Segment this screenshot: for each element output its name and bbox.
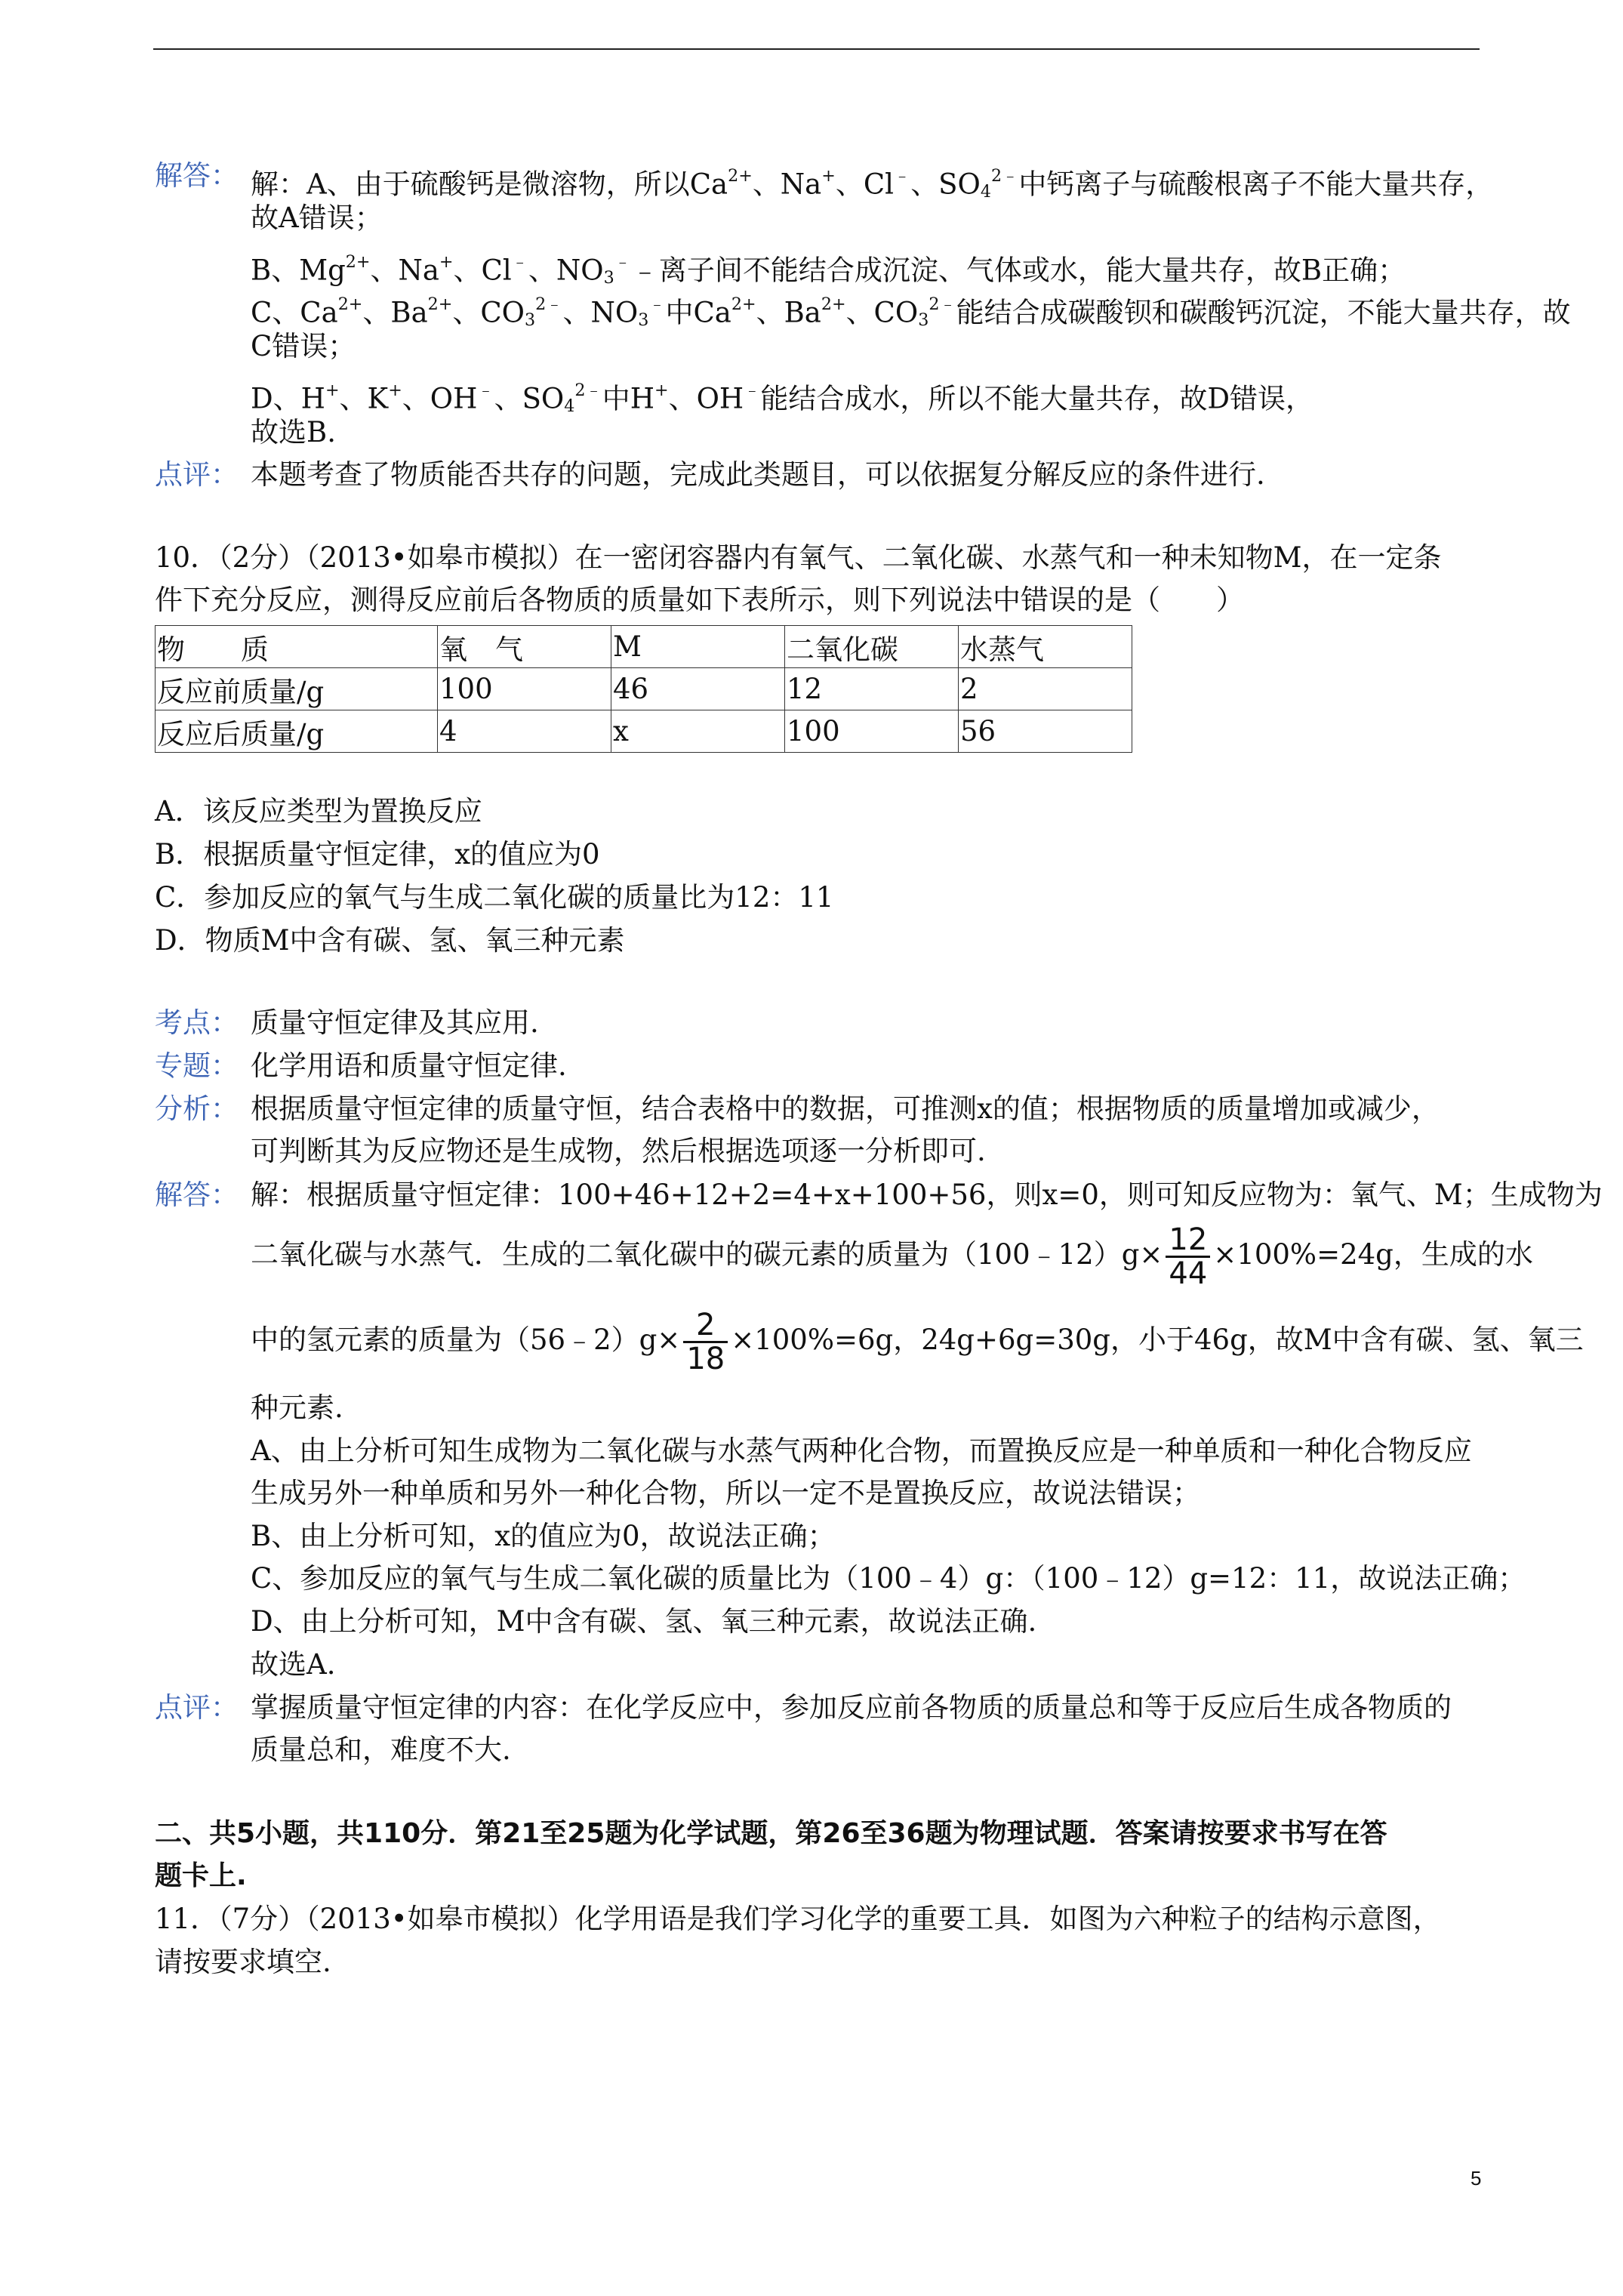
- q10-topic: 化学用语和质量守恒定律.: [251, 1049, 567, 1082]
- table-cell: 100: [438, 668, 611, 710]
- q9-answer-c-line2: C错误；: [251, 330, 356, 362]
- header-rule: [153, 48, 1480, 50]
- q10-option-c: C．参加反应的氧气与生成二氧化碳的质量比为12：11: [155, 881, 834, 914]
- table-cell: 46: [611, 668, 785, 710]
- q10-answer-line5: A、由上分析可知生成物为二氧化碳与水蒸气两种化合物，而置换反应是一种单质和一种化合物反应: [251, 1435, 1472, 1467]
- table-cell: 12: [785, 668, 959, 710]
- q9-answer-a: 解：A、由于硫酸钙是微溶物，所以$Ca^{2+}$、Na+、Cl﹣、$SO_4^{2﹣}$中钙离子与硫酸根离子不能大量共存，: [251, 166, 1494, 202]
- label-answer: 解答：: [155, 159, 239, 192]
- q10-option-a: A．该反应类型为置换反应: [155, 795, 482, 827]
- fraction-2-18: $\frac{2}{18}$: [683, 1309, 728, 1375]
- q9-answer-c: C、$Ca^{2+}$、$Ba^{2+}$、$CO_3^{2﹣}$、$NO_3^﹣$中$Ca^{2+}$、$Ba^{2+}$、$CO_3^{2﹣}$能结合成碳酸钡和碳酸钙沉淀，不能大量共存，故: [251, 294, 1571, 331]
- label-answer: 解答：: [155, 1179, 239, 1211]
- fraction-12-44: $\frac{12}{44}$: [1166, 1224, 1210, 1290]
- q10-option-d: D．物质M中含有碳、氢、氧三种元素: [155, 924, 625, 957]
- label-test-point: 考点：: [155, 1006, 239, 1039]
- q11-stem-line1: 11．（7分）（2013•如皋市模拟）化学用语是我们学习化学的重要工具．如图为六种粒子的结构示意图，: [155, 1903, 1441, 1935]
- table-header-cell: 物 质: [156, 626, 438, 668]
- q10-answer-line7: B、由上分析可知，x的值应为0，故说法正确；: [251, 1520, 836, 1552]
- q10-analysis-line1: 根据质量守恒定律的质量守恒，结合表格中的数据，可推测x的值；根据物质的质量增加或减少，: [251, 1093, 1440, 1125]
- table-cell: 4: [438, 710, 611, 753]
- table-cell: 反应前质量/g: [156, 668, 438, 710]
- q10-stem-line2: 件下充分反应，测得反应前后各物质的质量如下表所示，则下列说法中错误的是（ ）: [155, 584, 1244, 616]
- label-comment: 点评：: [155, 458, 239, 491]
- table-row: [156, 668, 1132, 710]
- q9-answer-b: B、$Mg^{2+}$、Na+、Cl﹣、$NO_3^﹣﹣$离子间不能结合成沉淀、气体或水，能大量共存，故B正确；: [251, 252, 1406, 288]
- q10-answer-line3: 中的氢元素的质量为（56﹣2）g× $\frac{2}{18}$ ×100%=6g，24g+6g=30g，小于46g，故M中含有碳、氢、氧三: [251, 1308, 1584, 1376]
- page-number: 5: [1471, 2167, 1482, 2190]
- label-analysis: 分析：: [155, 1093, 239, 1125]
- label-comment: 点评：: [155, 1691, 239, 1724]
- mass-table: [155, 625, 1132, 753]
- q11-stem-line2: 请按要求填空.: [155, 1946, 331, 1978]
- q10-answer-line1: 解：根据质量守恒定律：100+46+12+2=4+x+100+56，则x=0，则可知反应物为：氧气、M；生成物为: [251, 1179, 1603, 1211]
- q10-option-b: B．根据质量守恒定律，x的值应为0: [155, 838, 600, 871]
- q9-answer-d: D、H+、K+、OH﹣、$SO_4^{2﹣}$中H+、OH﹣能结合成水，所以不能大量共存，故D错误，: [251, 381, 1314, 417]
- table-cell: 2: [959, 668, 1132, 710]
- q9-choice: 故选B.: [251, 416, 336, 448]
- section2-heading-line2: 题卡上.: [155, 1860, 247, 1891]
- table-header-cell: M: [611, 626, 785, 668]
- table-cell: 56: [959, 710, 1132, 753]
- table-header-cell: 水蒸气: [959, 626, 1132, 668]
- q9-answer-a-line2: 故A错误；: [251, 202, 383, 234]
- table-row: [156, 710, 1132, 753]
- q9-comment: 本题考查了物质能否共存的问题，完成此类题目，可以依据复分解反应的条件进行.: [251, 458, 1265, 491]
- table-header-row: [156, 626, 1132, 668]
- q10-analysis-line2: 可判断其为反应物还是生成物，然后根据选项逐一分析即可.: [251, 1135, 986, 1167]
- q10-comment-line1: 掌握质量守恒定律的内容：在化学反应中，参加反应前各物质的质量总和等于反应后生成各物质的: [251, 1691, 1452, 1724]
- q10-answer-line4: 种元素.: [251, 1391, 343, 1424]
- q10-answer-line6: 生成另外一种单质和另外一种化合物，所以一定不是置换反应，故说法错误；: [251, 1477, 1200, 1509]
- table-cell: x: [611, 710, 785, 753]
- section2-heading-line1: 二、共5小题，共110分．第21至25题为化学试题，第26至36题为物理试题．答案请按要求书写在答: [155, 1818, 1387, 1849]
- table-header-cell: 二氧化碳: [785, 626, 959, 668]
- q10-answer-line8: C、参加反应的氧气与生成二氧化碳的质量比为（100﹣4）g：（100﹣12）g=12：11，故说法正确；: [251, 1562, 1526, 1595]
- table-cell: 100: [785, 710, 959, 753]
- q10-answer-line9: D、由上分析可知，M中含有碳、氢、氧三种元素，故说法正确.: [251, 1605, 1037, 1638]
- q10-answer-line2: 二氧化碳与水蒸气．生成的二氧化碳中的碳元素的质量为（100﹣12）g× $\frac{12}{44}$ ×100%=24g，生成的水: [251, 1222, 1533, 1291]
- q10-choice: 故选A.: [251, 1648, 336, 1681]
- q10-test-point: 质量守恒定律及其应用.: [251, 1006, 539, 1039]
- label-topic: 专题：: [155, 1049, 239, 1082]
- q10-comment-line2: 质量总和，难度不大.: [251, 1734, 511, 1766]
- table-cell: 反应后质量/g: [156, 710, 438, 753]
- q10-stem-line1: 10．（2分）（2013•如皋市模拟）在一密闭容器内有氧气、二氧化碳、水蒸气和一种未知物M，在一定条: [155, 541, 1442, 574]
- table-header-cell: 氧 气: [438, 626, 611, 668]
